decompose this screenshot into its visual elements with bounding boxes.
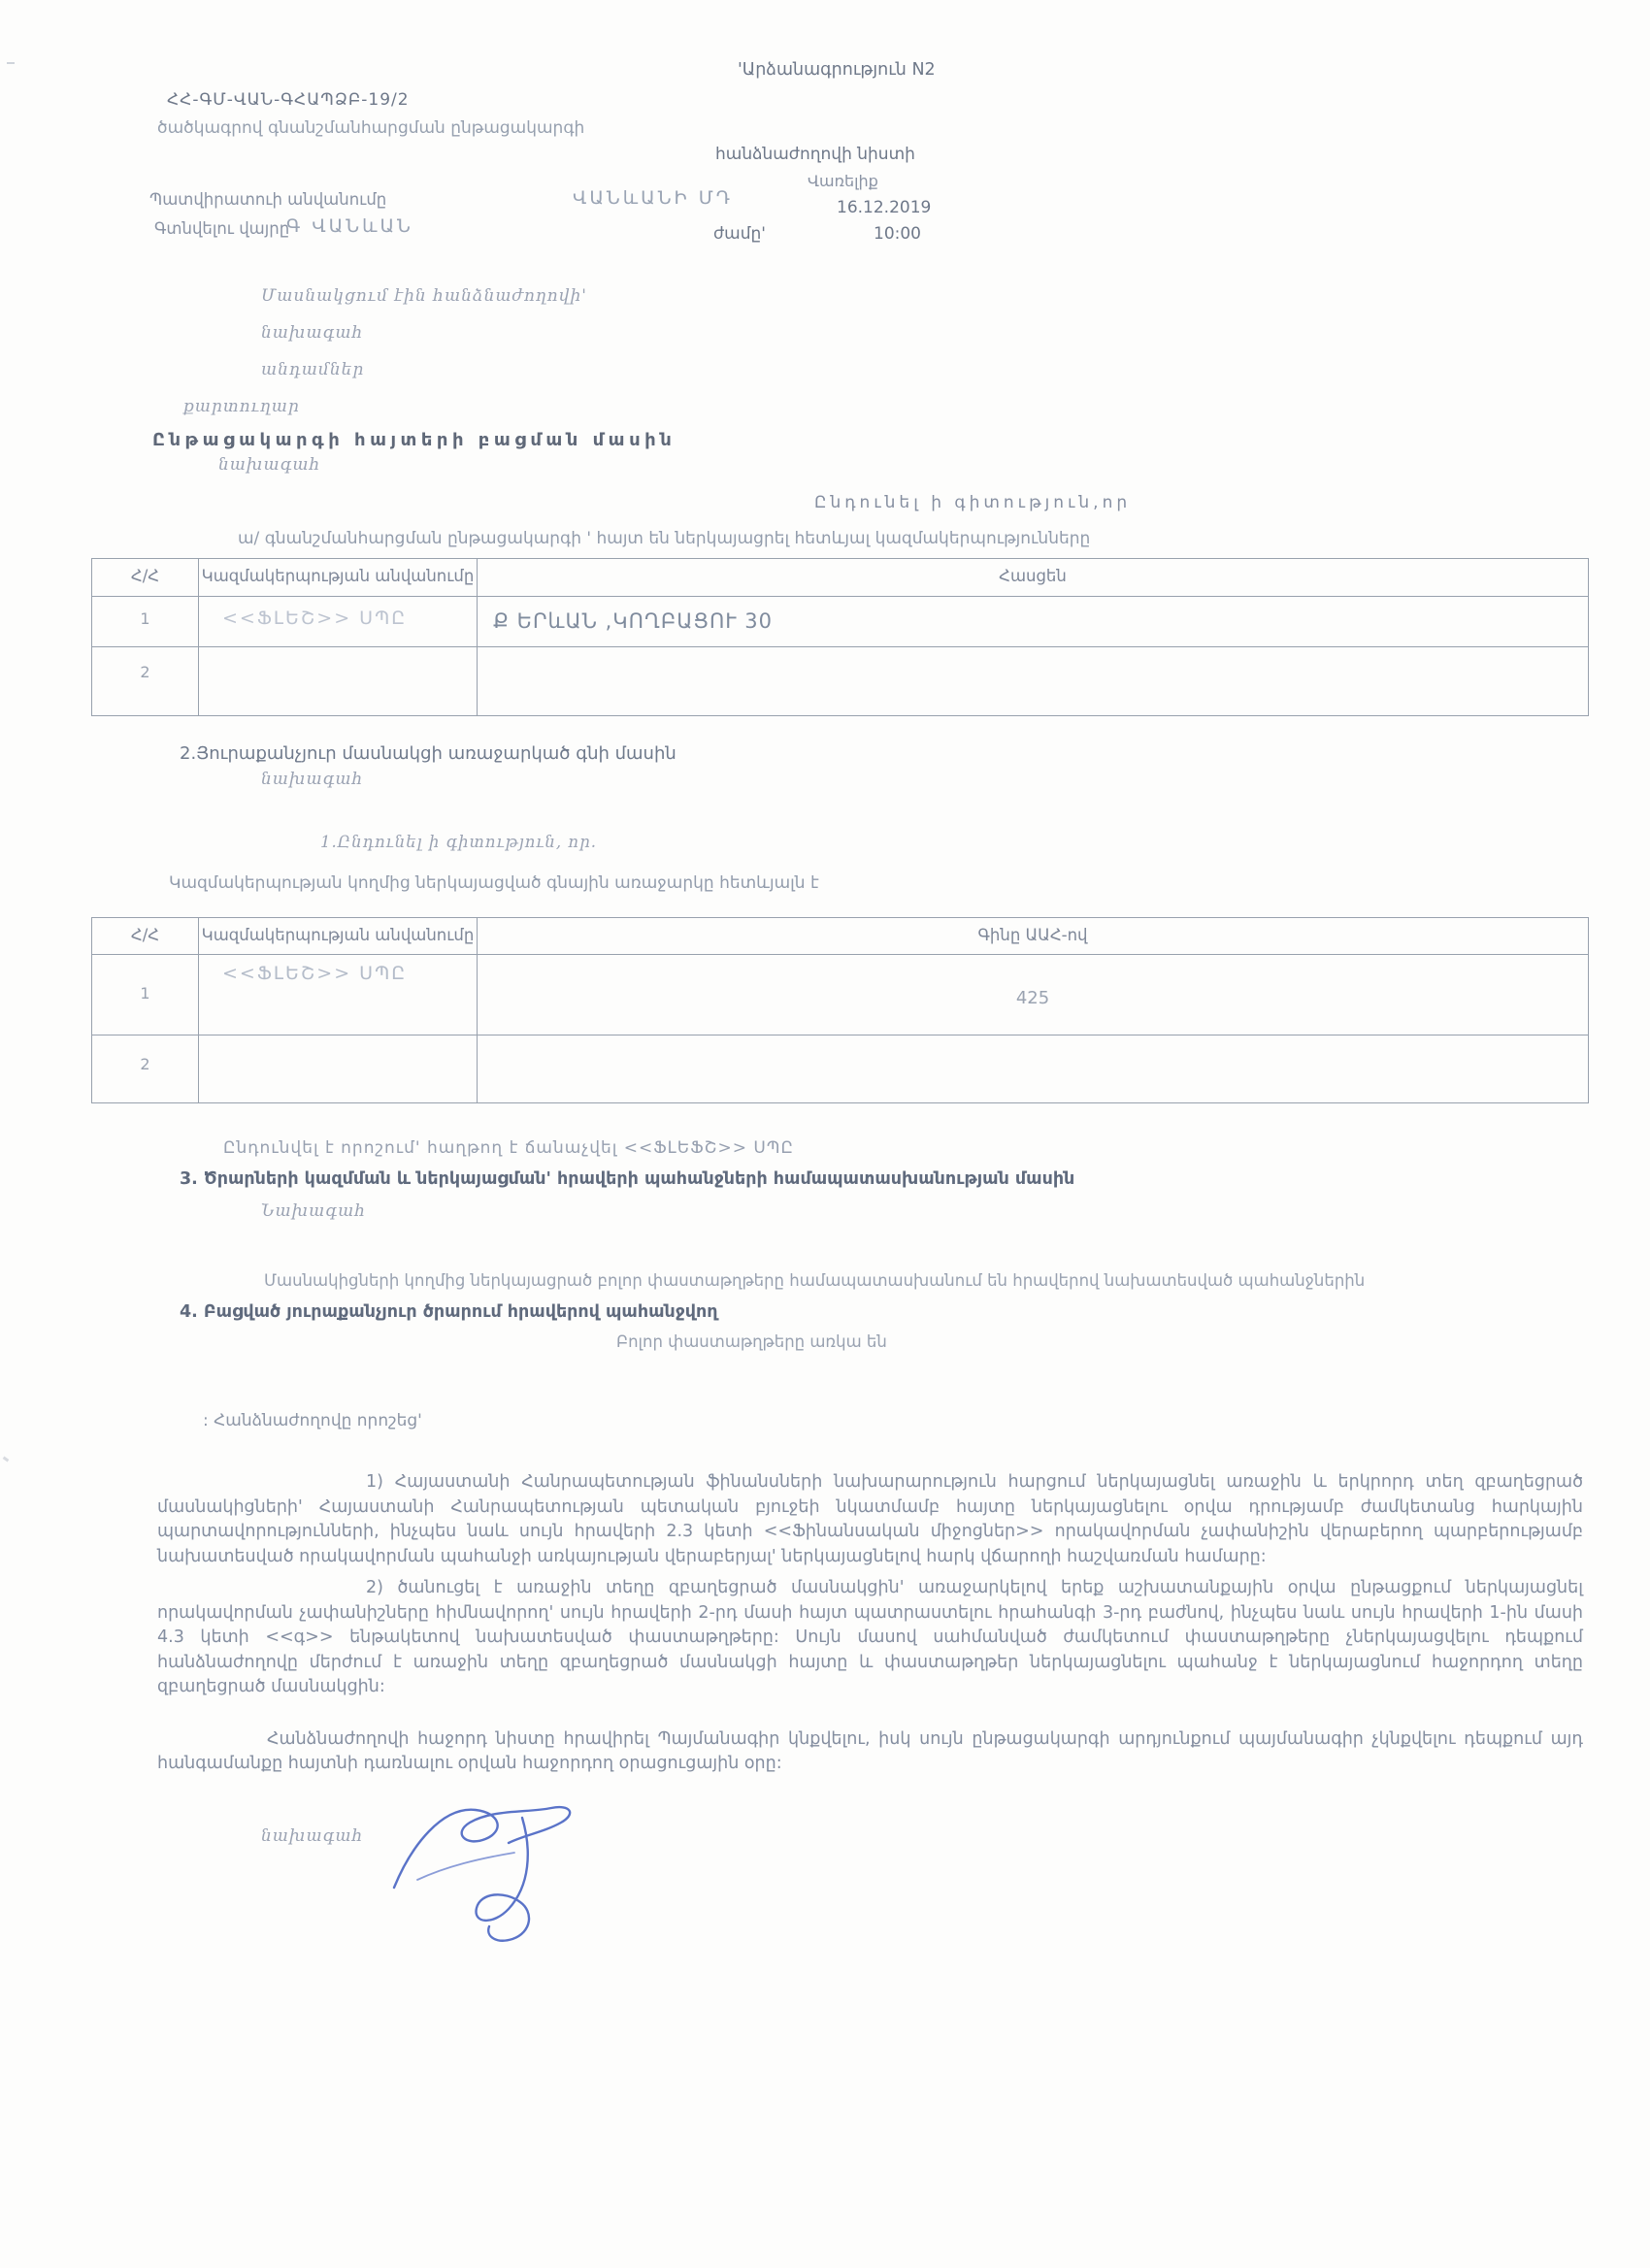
section2-intro: Կազմակերպության կողմից ներկայացված գնային առաջարկը հետևյալն է xyxy=(169,873,819,893)
location-value-handwritten: Գ ՎԱՆևԱՆ xyxy=(286,215,413,237)
section4-body: Բոլոր փաստաթղթերը առկա են xyxy=(616,1332,887,1351)
signature-stroke-descender xyxy=(477,1818,530,1941)
resolution-paragraph-2: 2) ծանուցել է առաջին տեղը զբաղեցրած մասնակցին' առաջարկելով երեք աշխատանքային օրվա ընթացքում ներկայացնել որակավորման չափանիշները հիմնավորող' սույն հրավերի 2-րդ մասի հայտ պատրաստելու հրահանգի 3-րդ բաժնով, ինչպես նաև սույն հրավերի 1-ին մասի 4.3 կետի <<գ>> ենթակետով նախատեսված փաստաթղթերը: Սույն մասով սահմանված ժամկետում փաստաթղթերը չներկայացվելու դեպքում հանձնաժողովը մերժում է առաջին տեղը զբաղեցրած մասնակցի հայտը և փաստաթղթեր ներկայացնելու պահանջ է ներկայացնում հաջորդող տեղը զբաղեցրած մասնակցին: xyxy=(157,1578,1583,1696)
time-value: 10:00 xyxy=(874,224,921,244)
procedure-code: ՀՀ-ԳՄ-ՎԱՆ-ԳՀԱՊՁԲ-19/2 xyxy=(167,90,410,110)
price-table xyxy=(91,917,1589,1103)
signature-chairman-label: նախագահ xyxy=(261,1826,364,1846)
price-table-row-2 xyxy=(92,1035,1588,1102)
section1-title: Ընթացակարգի հայտերի բացման մասին xyxy=(152,430,676,450)
price-header-price: Գինը ԱԱՀ-ով xyxy=(977,926,1088,944)
bids-row1-num: 1 xyxy=(92,597,199,646)
role-members: անդամներ xyxy=(261,360,365,379)
bids-row1-address-handwritten: Ք ԵՐևԱՆ ,ԿՈՂԲԱՑՈՒ 30 xyxy=(493,609,773,633)
resolution-paragraph-1: 1) Հայաստանի Հանրապետության ֆինանսների նախարարություն հարցում ներկայացնել առաջին և երկրորդ տեղ զբաղեցրած մասնակիցների' Հայաստանի Հանրապետության պետական բյուջեի նկատմամբ հայտը ներկայացնելու օրվա դրությամբ ժամկետանց հարկային պարտավորությունների, ինչպես նաև սույն հրավերի 2.3 կետի <<Ֆինանսական միջոցներ>> որակավորման չափանիշին վերաբերող պարբերությամբ նախատեսված որակավորման պահանջի առկայության վերաբերյալ' ներկայացնելով հարկ վճարողի հաշվառման համարը: xyxy=(157,1472,1583,1566)
section2-note-line: 1.Ընդունել ի գիտություն, որ. xyxy=(320,833,597,851)
scan-speck-top-left xyxy=(7,62,15,64)
section4-title: 4. Բացված յուրաքանչյուր ծրարում հրավերով պահանջվող xyxy=(180,1302,718,1322)
customer-value-handwritten: ՎԱՆևԱՆԻ ՄԴ xyxy=(573,187,734,209)
resolution-paragraph-3: Հանձնաժողովի հաջորդ նիստը հրավիրել Պայմանագիր կնքվելու, իսկ սույն ընթացակարգի արդյունքում պայմանագիր չկնքվելու դեպքում այդ հանգամանքը հայտնի դառնալու օրվան հաջորդող օրացուցային օրը: xyxy=(157,1728,1583,1773)
attendance-heading: Մասնակցում էին հանձնաժողովի' xyxy=(261,286,587,306)
procedure-code-subtitle: ծածկագրով գնանշմանհարցման ընթացակարգի xyxy=(157,118,585,138)
price-row2-name xyxy=(199,1035,478,1102)
bids-header-num: Հ/Հ xyxy=(92,559,199,596)
meeting-date: 16.12.2019 xyxy=(837,198,932,217)
signature-stroke-flourish xyxy=(417,1853,514,1880)
section3-body: Մասնակիցների կողմից ներկայացրած բոլոր փաստաթղթերը համապատասխանում են հրավերով նախատեսված պահանջներին xyxy=(264,1271,1366,1290)
bids-header-address: Հասցեն xyxy=(999,567,1067,585)
section3-chair-label: Նախագահ xyxy=(261,1201,367,1221)
bids-table xyxy=(91,558,1589,716)
bids-row1-name-handwritten: <<ՖԼԵՇ>> ՍՊԸ xyxy=(199,597,478,646)
procurement-subject: Վառելիք xyxy=(808,172,878,190)
location-label: Գտնվելու վայրը xyxy=(154,219,290,238)
bids-row2-num: 2 xyxy=(92,647,199,715)
price-table-row-1 xyxy=(92,955,1588,1035)
resolution-paragraphs xyxy=(157,1470,1583,1777)
bids-row2-address xyxy=(478,647,1588,715)
price-row2-price xyxy=(478,1035,1588,1102)
section1-note-line: Ընդունել ի գիտություն,որ xyxy=(814,493,1132,512)
bids-table-row-1 xyxy=(92,597,1588,647)
role-chairman: նախագահ xyxy=(261,323,364,343)
bids-header-name: Կազմակերպության անվանումը xyxy=(199,559,478,596)
chairman-signature-ink xyxy=(379,1791,631,1960)
bids-row2-name xyxy=(199,647,478,715)
customer-label: Պատվիրատուի անվանումը xyxy=(149,190,387,209)
price-header-num: Հ/Հ xyxy=(92,918,199,954)
price-row1-name-handwritten: <<ՖԼԵՇ>> ՍՊԸ xyxy=(199,955,478,1035)
doc-title: 'Արձանագրություն N2 xyxy=(738,60,936,80)
time-label: ժամը' xyxy=(713,224,766,244)
role-secretary: քարտուղար xyxy=(183,397,300,416)
section3-title: 3. Ծրարների կազմման և ներկայացման' հրավերի պահանջների համապատասխանության մասին xyxy=(180,1169,1075,1189)
winner-decision-line: Ընդունվել է որոշում' հաղթող է ճանաչվել <<ՖԼԵՖՇ>> ՍՊԸ xyxy=(223,1138,794,1158)
bids-table-row-2 xyxy=(92,647,1588,715)
signature-stroke-arch xyxy=(394,1807,570,1888)
section1-chair-label: նախագահ xyxy=(218,455,321,475)
bids-table-header-row xyxy=(92,559,1588,597)
resolution-heading: : Հանձնաժողովը որոշեց' xyxy=(203,1411,422,1430)
price-row2-num: 2 xyxy=(92,1035,199,1102)
section1-intro: ա/ գնանշմանհարցման ընթացակարգի ' հայտ են ներկայացրել հետևյալ կազմակերպությունները xyxy=(238,529,1091,548)
section2-chair-label: նախագահ xyxy=(261,770,364,789)
scan-speck-mid-left xyxy=(3,1457,10,1463)
price-row1-price: 425 xyxy=(1015,988,1050,1008)
meeting-title: հանձնաժողովի նիստի xyxy=(715,145,915,164)
price-row1-num: 1 xyxy=(92,955,199,1035)
price-header-name: Կազմակերպության անվանումը xyxy=(199,918,478,954)
price-table-header-row xyxy=(92,918,1588,955)
section2-title: 2.Յուրաքանչյուր մասնակցի առաջարկած գնի մասին xyxy=(180,743,676,764)
